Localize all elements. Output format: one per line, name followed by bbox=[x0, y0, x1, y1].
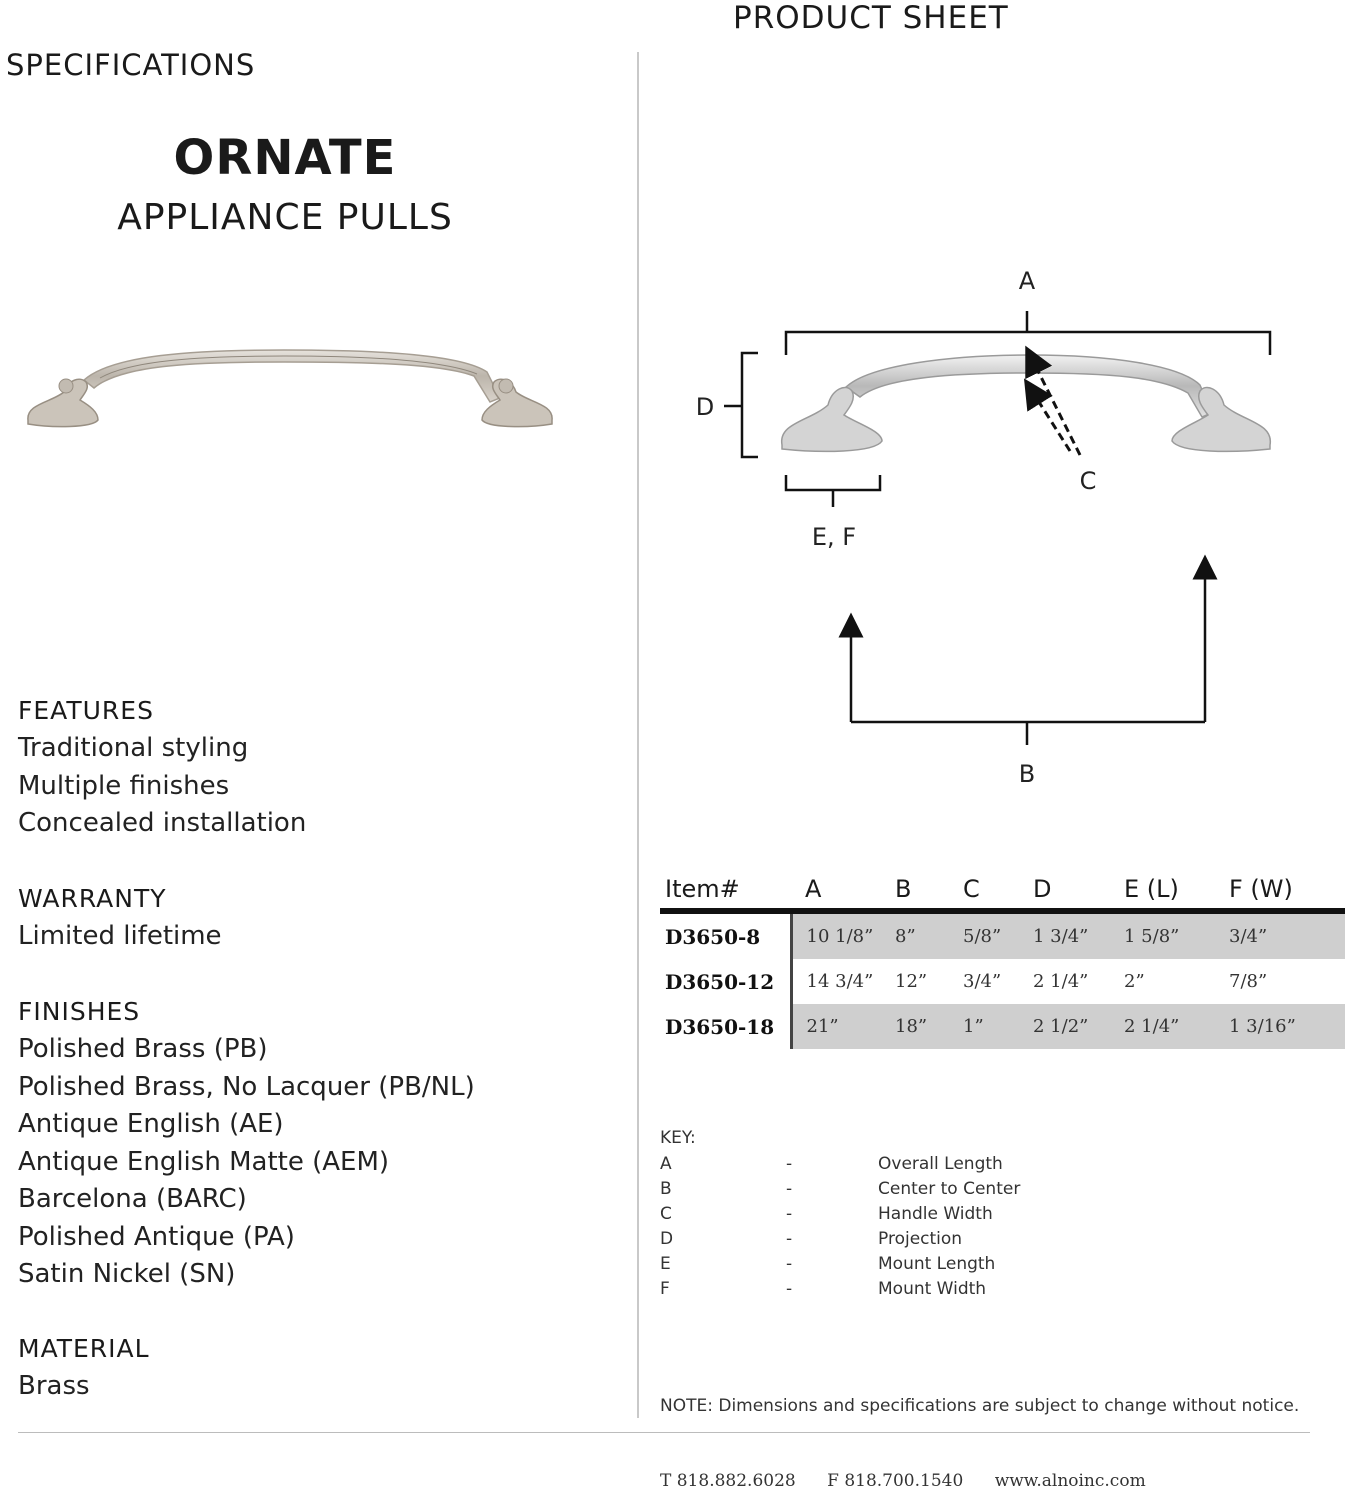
table-cell: 1” bbox=[963, 1004, 1033, 1049]
item-number: D3650-12 bbox=[660, 959, 791, 1004]
key-item bbox=[660, 1279, 987, 1304]
table-header-row bbox=[660, 870, 1345, 911]
table-cell: 1 5/8” bbox=[1124, 911, 1229, 959]
label-b: B bbox=[1018, 760, 1036, 788]
handle-illustration bbox=[782, 355, 1271, 451]
key-letter: D bbox=[660, 1229, 674, 1249]
table-cell: 1 3/16” bbox=[1229, 1004, 1345, 1049]
item-number: D3650-18 bbox=[660, 1004, 791, 1049]
finishes-section bbox=[18, 993, 475, 1294]
table-cell: 8” bbox=[895, 911, 963, 959]
product-category: APPLIANCE PULLS bbox=[117, 197, 453, 238]
key-dash: - bbox=[786, 1229, 793, 1249]
feature-item: Multiple finishes bbox=[18, 770, 230, 801]
column-header: C bbox=[963, 875, 980, 903]
product-sheet-title: PRODUCT SHEET bbox=[733, 0, 1009, 36]
key-dash: - bbox=[786, 1279, 793, 1299]
table-cell: 3/4” bbox=[1229, 911, 1345, 959]
table-cell: 12” bbox=[895, 971, 928, 992]
column-header: A bbox=[805, 875, 822, 903]
column-header: D bbox=[1033, 875, 1052, 903]
column-divider bbox=[637, 52, 639, 1418]
table-row bbox=[660, 911, 1345, 959]
key-meaning: Mount Width bbox=[878, 1279, 987, 1299]
dimension-d bbox=[696, 353, 758, 457]
key-meaning: Handle Width bbox=[878, 1204, 993, 1224]
table-cell: 2” bbox=[1124, 971, 1145, 992]
features-heading: FEATURES bbox=[18, 696, 154, 725]
specifications-title: SPECIFICATIONS bbox=[6, 48, 256, 82]
table-cell: 3/4” bbox=[963, 971, 1002, 992]
key-meaning: Overall Length bbox=[878, 1154, 1003, 1174]
disclaimer-note: NOTE: Dimensions and specifications are subject to change without notice. bbox=[660, 1396, 1300, 1416]
key-item bbox=[660, 1254, 996, 1279]
material-value: Brass bbox=[18, 1371, 90, 1401]
finish-item: Polished Brass (PB) bbox=[18, 1034, 268, 1064]
key-item bbox=[660, 1154, 1003, 1179]
table-cell: 10 1/8” bbox=[791, 911, 895, 959]
feature-item: Concealed installation bbox=[18, 808, 307, 838]
contact-info bbox=[660, 1471, 1172, 1491]
table-cell: 18” bbox=[895, 1004, 963, 1049]
warranty-value: Limited lifetime bbox=[18, 921, 222, 951]
product-photo bbox=[22, 340, 562, 440]
table-row bbox=[660, 959, 1345, 1004]
dimensions-table bbox=[660, 870, 1345, 1049]
table-cell: 2 1/4” bbox=[1033, 971, 1089, 992]
key-item bbox=[660, 1229, 963, 1254]
key-meaning: Projection bbox=[878, 1229, 963, 1249]
table-cell: 2 1/2” bbox=[1033, 1004, 1124, 1049]
key-letter: A bbox=[660, 1154, 672, 1174]
key-dash: - bbox=[786, 1154, 793, 1174]
key-legend bbox=[660, 1128, 1021, 1304]
column-header: E (L) bbox=[1124, 875, 1179, 903]
footer-rule bbox=[18, 1432, 1310, 1433]
table-cell: 1 3/4” bbox=[1033, 911, 1124, 959]
finish-item: Polished Brass, No Lacquer (PB/NL) bbox=[18, 1071, 475, 1102]
material-section bbox=[18, 1330, 150, 1406]
key-meaning: Mount Length bbox=[878, 1254, 996, 1274]
material-heading: MATERIAL bbox=[18, 1334, 150, 1363]
finishes-heading: FINISHES bbox=[18, 997, 141, 1026]
warranty-section bbox=[18, 880, 222, 956]
key-dash: - bbox=[786, 1204, 793, 1224]
finish-item: Polished Antique (PA) bbox=[18, 1221, 295, 1252]
column-header: F (W) bbox=[1229, 875, 1293, 903]
key-item bbox=[660, 1204, 993, 1229]
phone-number: T 818.882.6028 bbox=[660, 1471, 796, 1491]
table-cell: 5/8” bbox=[963, 911, 1033, 959]
dimension-c bbox=[1032, 359, 1096, 495]
label-ef: E, F bbox=[811, 523, 857, 551]
column-header: B bbox=[895, 875, 912, 903]
warranty-heading: WARRANTY bbox=[18, 884, 167, 913]
website-link[interactable]: www.alnoinc.com bbox=[994, 1471, 1146, 1491]
key-dash: - bbox=[786, 1179, 793, 1199]
fax-number: F 818.700.1540 bbox=[827, 1471, 964, 1491]
key-letter: F bbox=[660, 1279, 670, 1299]
dimension-b bbox=[851, 567, 1205, 788]
column-header: Item# bbox=[665, 875, 740, 903]
finish-item: Satin Nickel (SN) bbox=[18, 1259, 236, 1289]
feature-item: Traditional styling bbox=[18, 733, 249, 763]
finish-item: Antique English Matte (AEM) bbox=[18, 1146, 390, 1177]
dimension-ef bbox=[786, 475, 880, 551]
label-a: A bbox=[1018, 267, 1036, 295]
key-label: KEY: bbox=[660, 1128, 696, 1148]
item-number: D3650-8 bbox=[660, 911, 791, 959]
key-letter: C bbox=[660, 1204, 672, 1224]
key-letter: B bbox=[660, 1179, 672, 1199]
key-letter: E bbox=[660, 1254, 671, 1274]
table-cell: 14 3/4” bbox=[806, 971, 874, 992]
product-name: ORNATE bbox=[173, 130, 397, 186]
table-cell: 21” bbox=[791, 1004, 895, 1049]
label-d: D bbox=[695, 393, 715, 421]
key-item bbox=[660, 1179, 1021, 1204]
finish-item: Antique English (AE) bbox=[18, 1109, 284, 1139]
finish-item: Barcelona (BARC) bbox=[18, 1184, 247, 1214]
table-row bbox=[660, 1004, 1345, 1049]
table-cell: 2 1/4” bbox=[1124, 1004, 1229, 1049]
dimension-a bbox=[786, 267, 1270, 355]
key-meaning: Center to Center bbox=[878, 1179, 1021, 1199]
dimension-diagram bbox=[660, 255, 1300, 800]
table-cell: 7/8” bbox=[1229, 971, 1268, 992]
features-section bbox=[18, 692, 306, 843]
label-c: C bbox=[1079, 467, 1097, 495]
key-dash: - bbox=[786, 1254, 793, 1274]
